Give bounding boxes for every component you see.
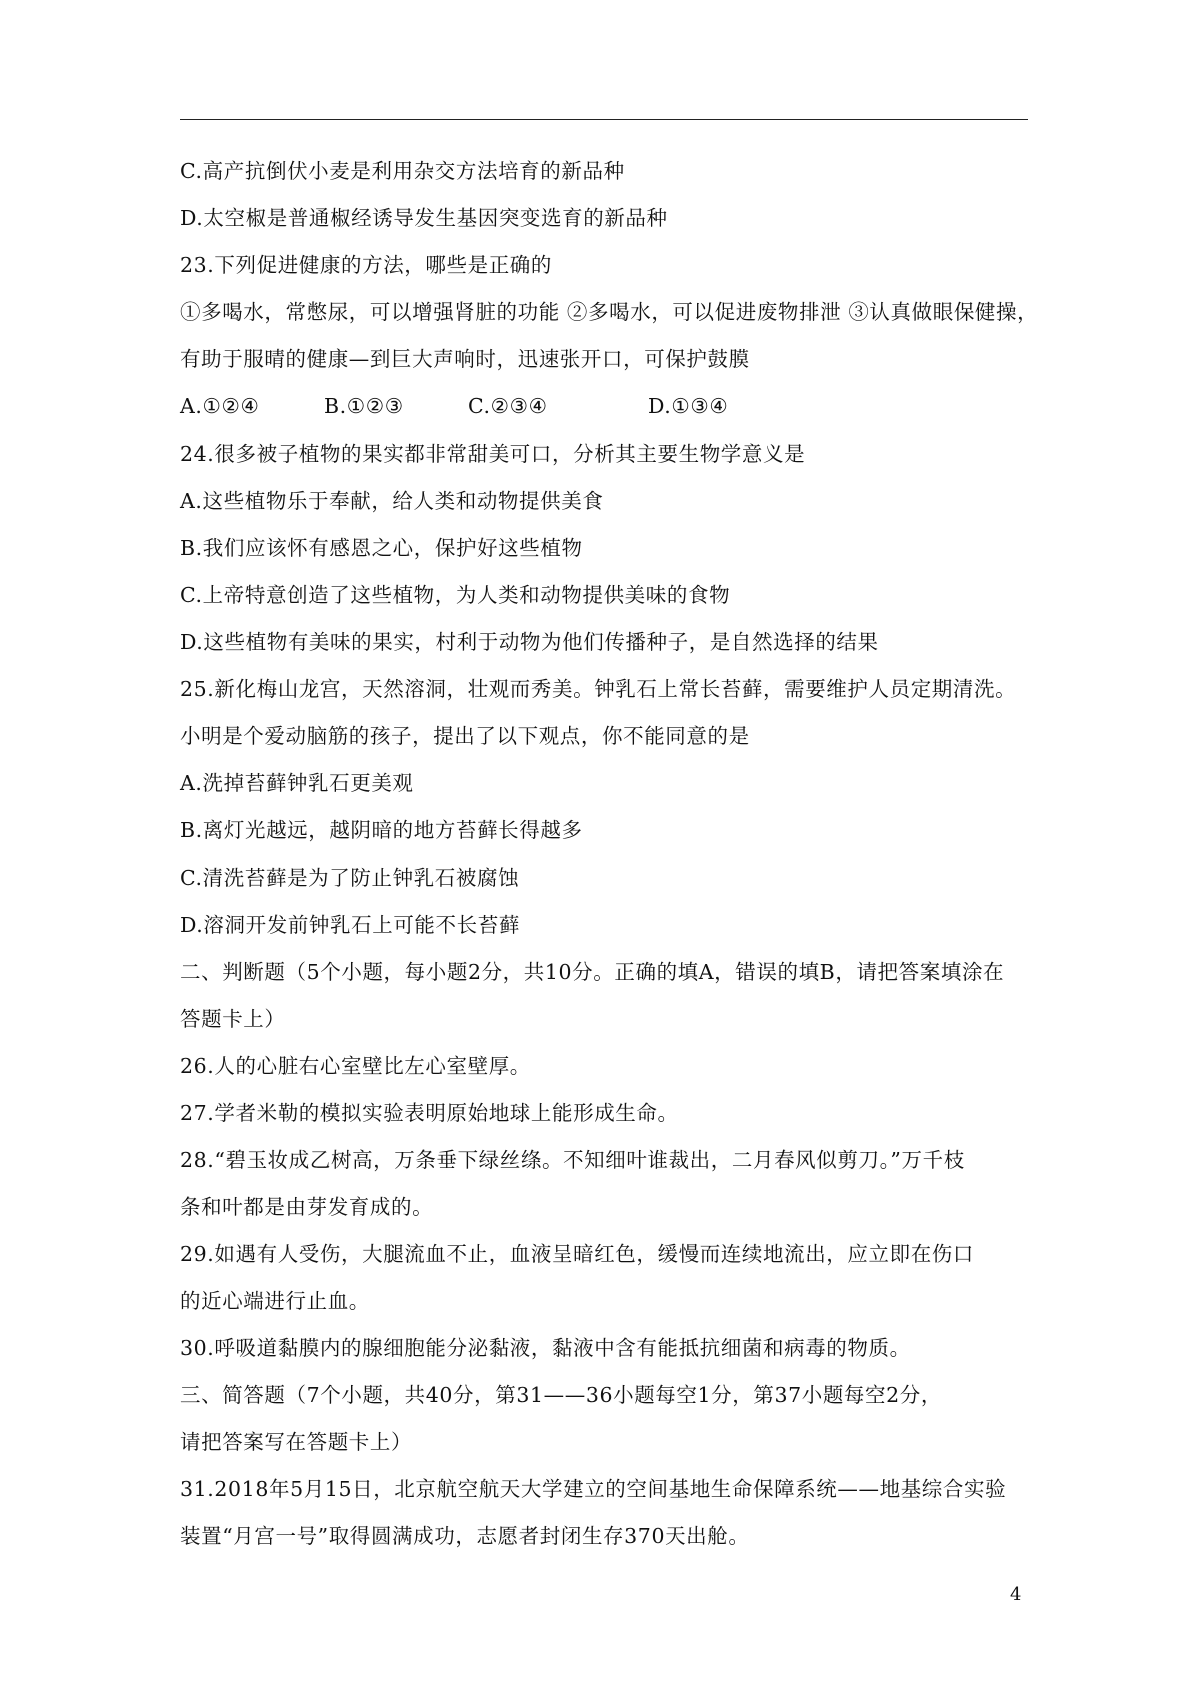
- q29-line2: 的近心端进行止血。: [180, 1289, 370, 1313]
- page-number: 4: [1010, 1584, 1022, 1605]
- q25-stem-line2: 小明是个爱动脑筋的孩子，提出了以下观点，你不能同意的是: [180, 724, 750, 748]
- q24-option-a: A.这些植物乐于奉献，给人类和动物提供美食: [180, 489, 604, 513]
- section2-heading-line1: 二、判断题（5个小题，每小题2分，共10分。正确的填A，错误的填B，请把答案填涂在: [180, 960, 1005, 984]
- q24-option-d: D.这些植物有美味的果实，村利于动物为他们传播种子，是自然选择的结果: [180, 630, 879, 654]
- q23-option-b: B.①②③: [324, 394, 404, 418]
- q23-statements-line2: 有助于服晴的健康—到巨大声响时，迅速张开口，可保护鼓膜: [180, 347, 750, 371]
- q23-option-c: C.②③④: [468, 394, 548, 418]
- q24-option-b: B.我们应该怀有感恩之心，保护好这些植物: [180, 536, 583, 560]
- q25-option-d: D.溶洞开发前钟乳石上可能不长苔藓: [180, 913, 520, 937]
- q27: 27.学者米勒的模拟实验表明原始地球上能形成生命。: [180, 1101, 679, 1125]
- q22-option-c: C.高产抗倒伏小麦是利用杂交方法培育的新品种: [180, 159, 625, 183]
- q23-options: [180, 392, 728, 420]
- section3-heading-line1: 三、简答题（7个小题，共40分，第31——36小题每空1分，第37小题每空2分，: [180, 1383, 942, 1407]
- q29-line1: 29.如遇有人受伤，大腿流血不止，血液呈暗红色，缓慢而连续地流出，应立即在伤口: [180, 1242, 974, 1266]
- q26: 26.人的心脏右心室壁比左心室壁厚。: [180, 1054, 531, 1078]
- q22-option-d: D.太空椒是普通椒经诱导发生基因突变选育的新品种: [180, 206, 668, 230]
- section2-heading-line2: 答题卡上）: [180, 1007, 286, 1031]
- q23-option-a: A.①②④: [180, 394, 260, 418]
- q23-stem: 23.下列促进健康的方法，哪些是正确的: [180, 253, 553, 277]
- q28-line2: 条和叶都是由芽发育成的。: [180, 1195, 434, 1219]
- q31-line2: 装置“月宫一号”取得圆满成功，志愿者封闭生存370天出舱。: [180, 1524, 750, 1548]
- q24-stem: 24.很多被子植物的果实都非常甜美可口，分析其主要生物学意义是: [180, 442, 806, 466]
- q25-option-a: A.洗掉苔藓钟乳石更美观: [180, 771, 414, 795]
- header-rule: [180, 119, 1028, 120]
- q24-option-c: C.上帝特意创造了这些植物，为人类和动物提供美味的食物: [180, 583, 731, 607]
- q31-line1: 31.2018年5月15日，北京航空航天大学建立的空间基地生命保障系统——地基综合实验: [180, 1477, 1007, 1501]
- q28-line1: 28.“碧玉妆成乙树高，万条垂下绿丝绦。不知细叶谁裁出，二月春风似剪刀。”万千枝: [180, 1148, 965, 1172]
- q25-option-b: B.离灯光越远，越阴暗的地方苔藓长得越多: [180, 818, 583, 842]
- q30: 30.呼吸道黏膜内的腺细胞能分泌黏液，黏液中含有能抵抗细菌和病毒的物质。: [180, 1336, 911, 1360]
- q25-option-c: C.清洗苔藓是为了防止钟乳石被腐蚀: [180, 866, 520, 890]
- q23-statements-line1: ①多喝水，常憋尿，可以增强肾脏的功能 ②多喝水，可以促进废物排泄 ③认真做眼保健操，: [180, 300, 1039, 324]
- q25-stem-line1: 25.新化梅山龙宫，天然溶洞，壮观而秀美。钟乳石上常长苔藓，需要维护人员定期清洗。: [180, 677, 1017, 701]
- q23-option-d: D.①③④: [648, 394, 729, 418]
- section3-heading-line2: 请把答案写在答题卡上）: [180, 1430, 413, 1454]
